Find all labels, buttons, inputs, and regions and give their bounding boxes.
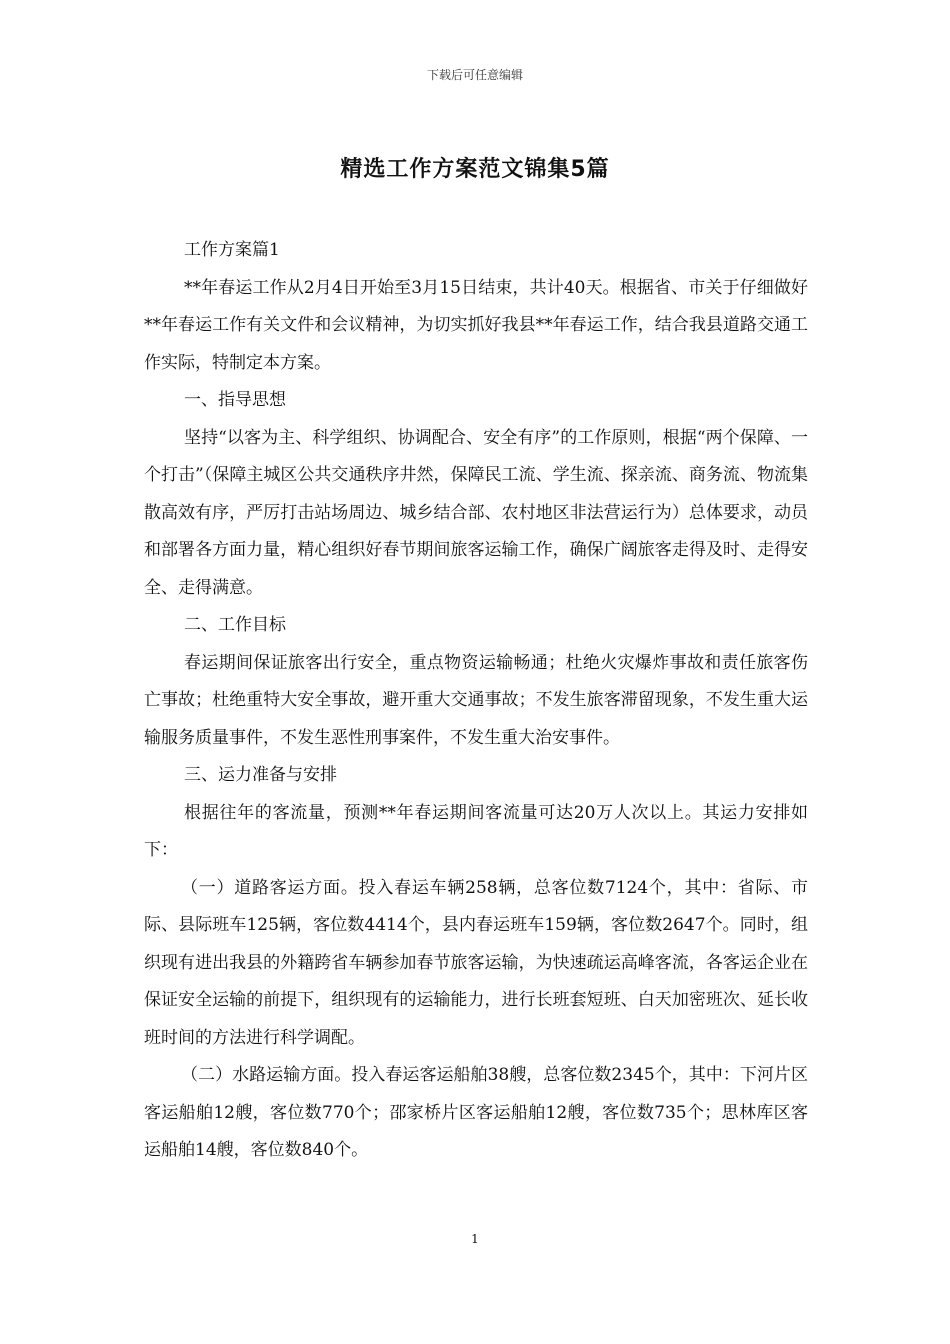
header-note: 下载后可任意编辑 <box>426 68 523 82</box>
paragraph: （二）水路运输方面。投入春运客运船舶38艘，总客位数2345个，其中：下河片区客运船舶12艘，客位数770个；邵家桥片区客运船舶12艘，客位数735个；思林库区客运船舶14艘，客位数840个。 <box>144 1065 808 1160</box>
document-body <box>144 232 808 1170</box>
paragraph: （一）道路客运方面。投入春运车辆258辆，总客位数7124个，其中：省际、市际、县际班车125辆，客位数4414个，县内春运班车159辆，客位数2647个。同时，组织现有进出我县的外籍跨省车辆参加春节旅客运输，为快速疏运高峰客流，各客运企业在保证安全运输的前提下，组织现有的运输能力，进行长班套短班、白天加密班次、延长收班时间的方法进行科学调配。 <box>144 877 808 1048</box>
section-title: 工作方案篇1 <box>184 240 280 260</box>
section-heading: 三、运力准备与安排 <box>184 765 337 785</box>
paragraph: **年春运工作从2月4日开始至3月15日结束，共计40天。根据省、市关于仔细做好**年春运工作有关文件和会议精神，为切实抓好我县**年春运工作，结合我县道路交通工作实际，特制定本方案。 <box>144 277 808 373</box>
section-heading: 二、工作目标 <box>184 615 286 635</box>
paragraph: 坚持“以客为主、科学组织、协调配合、安全有序”的工作原则，根据“两个保障、一个打击”（保障主城区公共交通秩序井然，保障民工流、学生流、探亲流、商务流、物流集散高效有序，严厉打击站场周边、城乡结合部、农村地区非法营运行为）总体要求，动员和部署各方面力量，精心组织好春节期间旅客运输工作，确保广阔旅客走得及时、走得安全、走得满意。 <box>144 427 808 598</box>
document-title: 精选工作方案范文锦集5篇 <box>340 157 610 182</box>
paragraph: 春运期间保证旅客出行安全，重点物资运输畅通；杜绝火灾爆炸事故和责任旅客伤亡事故；杜绝重特大安全事故，避开重大交通事故；不发生旅客滞留现象，不发生重大运输服务质量事件，不发生恶性刑事案件，不发生重大治安事件。 <box>144 652 808 748</box>
paragraph: 根据往年的客流量，预测**年春运期间客流量可达20万人次以上。其运力安排如下： <box>144 802 808 860</box>
section-heading: 一、指导思想 <box>184 390 286 410</box>
page-number: 1 <box>471 1232 479 1246</box>
